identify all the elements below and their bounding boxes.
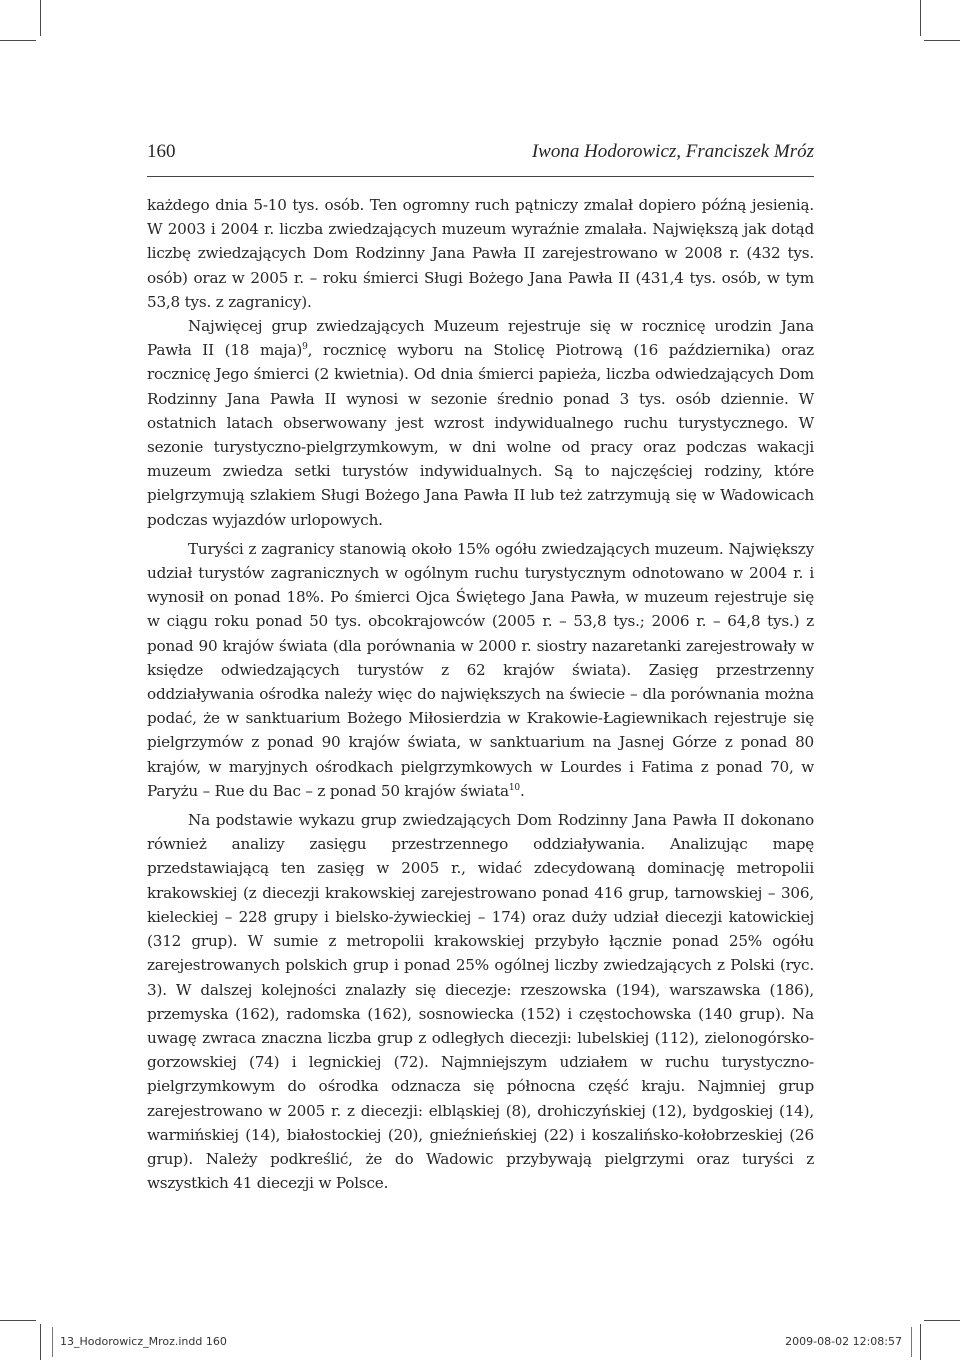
paragraph-2 xyxy=(147,314,814,532)
paragraph-2-text-b: , rocznicę wyboru na Stolicę Piotrową (16 października) oraz rocznicę Jego śmierci (2 kwietnia). Od dnia śmierci papieża, liczba odwiedzających Dom Rodzinny Jana Pawła II wynosi w sezonie średnio ponad 3 tys. osób dziennie. W ostatnich latach obserwowany jest wzrost indywidualnego ruchu turystycznego. W sezonie turystyczno-pielgrzymkowym, w dni wolne od pracy oraz podczas wakacji muzeum zwiedza setki turystów indywidualnych. Są to najczęściej rodziny, które pielgrzymują szlakiem Sługi Bożego Jana Pawła II lub też zatrzymują się w Wadowicach podczas wyjazdów urlopowych. xyxy=(147,341,814,529)
paragraph-3-text-b: . xyxy=(519,781,525,800)
crop-mark xyxy=(40,0,41,36)
crop-mark xyxy=(924,40,960,41)
paragraph-3-text-a: Turyści z zagranicy stanowią około 15% ogółu zwiedzających muzeum. Największy udział turystów zagranicznych w ogólnym ruchu turystycznym odnotowano w 2004 r. i wynosił on ponad 18%. Po śmierci Ojca Świętego Jana Pawła, w muzeum rejestruje się w ciągu roku ponad 50 tys. obcokrajowców (2005 r. – 53,8 tys.; 2006 r. – 64,8 tys.) z ponad 90 krajów świata (dla porównania w 2000 r. siostry nazaretanki zarejestrowały w księdze odwiedzających turystów z 62 krajów świata). Zasięg przestrzenny oddziaływania ośrodka należy więc do największych na świecie – dla porównania można podać, że w sanktuarium Bożego Miłosierdzia w Krakowie-Łagiewnikach rejestruje się pielgrzymów z ponad 90 krajów świata, w sanktuarium na Jasnej Górze z ponad 80 krajów, w maryjnych ośrodkach pielgrzymkowych w Lourdes i Fatima z ponad 70, w Paryżu – Rue du Bac – z ponad 50 krajów świata xyxy=(147,539,814,800)
slug-filename: 13_Hodorowicz_Mroz.indd 160 xyxy=(60,1335,227,1348)
header-rule xyxy=(147,176,814,177)
paragraph-1: każdego dnia 5-10 tys. osób. Ten ogromny ruch pątniczy zmalał dopiero późną jesienią. W 2003 i 2004 r. liczba zwiedzających muzeum wyraźnie zmalała. Największą jak dotąd liczbę zwiedzających Dom Rodzinny Jana Pawła II zarejestrowano w 2008 r. (432 tys. osób) oraz w 2005 r. – roku śmierci Sługi Bożego Jana Pawła II (431,4 tys. osób, w tym 53,8 tys. z zagranicy). xyxy=(147,196,814,311)
paragraph-2-text-a: Najwięcej grup zwiedzających Muzeum rejestruje się w rocznicę urodzin Jana Pawła II (18 maja) xyxy=(147,317,814,360)
page-number: 160 xyxy=(147,141,176,162)
running-header xyxy=(147,141,814,169)
crop-mark xyxy=(920,1324,921,1360)
running-header-authors: Iwona Hodorowicz, Franciszek Mróz xyxy=(531,141,814,162)
crop-mark xyxy=(924,1320,960,1321)
crop-mark xyxy=(920,0,921,36)
crop-mark xyxy=(0,1320,36,1321)
crop-mark xyxy=(40,1324,41,1360)
slug-timestamp: 2009-08-02 12:08:57 xyxy=(785,1335,902,1348)
crop-mark xyxy=(0,40,36,41)
paragraph-4: Na podstawie wykazu grup zwiedzających Dom Rodzinny Jana Pawła II dokonano również analizy zasięgu przestrzennego oddziaływania. Analizując mapę przedstawiającą ten zasięg w 2005 r., widać zdecydowaną dominację metropolii krakowskiej (z diecezji krakowskiej zarejestrowano ponad 416 grup, tarnowskiej – 306, kieleckiej – 228 grupy i bielsko-żywieckiej – 174) oraz duży udział diecezji katowickiej (312 grup). W sumie z metropolii krakowskiej przybyło łącznie ponad 25% ogółu zarejestrowanych polskich grup i ponad 25% ogólnej liczby zwiedzających z Polski (ryc. 3). W dalszej kolejności znalazły się diecezje: rzeszowska (194), warszawska (186), przemyska (162), radomska (162), sosnowiecka (152) i częstochowska (140 grup). Na uwagę zwraca znaczna liczba grup z odległych diecezji: lubelskiej (112), zielonogórsko-gorzowskiej (74) i legnickiej (72). Najmniejszym udziałem w ruchu turystyczno-pielgrzymkowym do ośrodka odznacza się północna część kraju. Najmniej grup zarejestrowano w 2005 r. z diecezji: elbląskiej (8), drohiczyńskiej (12), bydgoskiej (14), warmińskiej (14), białostockiej (20), gnieźnieńskiej (22) i koszalińsko-kołobrzeskiej (26 grup). Należy podkreślić, że do Wadowic przybywają pielgrzymi oraz turyści z wszystkich 41 diecezji w Polsce. xyxy=(147,811,814,1193)
body-text xyxy=(147,193,814,1195)
paragraph-3 xyxy=(147,537,814,803)
footnote-ref-10[interactable]: 10 xyxy=(508,782,520,793)
footnote-ref-9[interactable]: 9 xyxy=(302,342,308,353)
